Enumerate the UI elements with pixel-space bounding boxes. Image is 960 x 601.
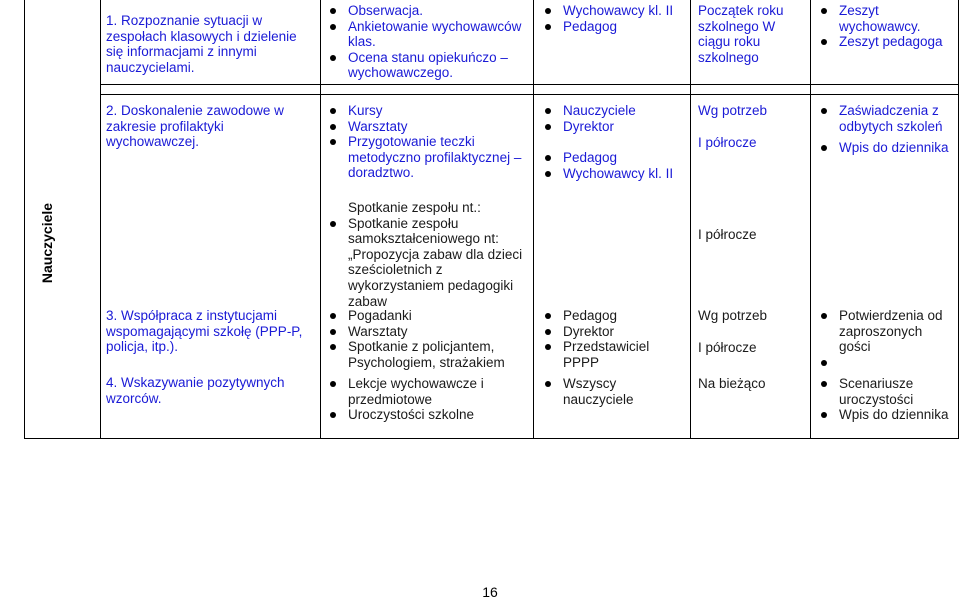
row1-task: 1. Rozpoznanie sytuacji w zespołach klasowych i dzielenie się informacjami z innymi nauczycielami.: [106, 13, 297, 75]
bullet-icon: [330, 139, 336, 145]
list-item: Zeszyt pedagoga: [817, 34, 957, 50]
list-item: Przedstawiciel PPPP: [541, 339, 686, 370]
row3-task: 3. Współpraca z instytucjami wspomagającymi szkołę (PPP-P, policja, itp.).: [106, 308, 303, 355]
bullet-icon: [330, 124, 336, 130]
bullet-icon: [330, 412, 336, 418]
deadline-text: Wg potrzeb: [698, 103, 768, 118]
bullet-icon: [821, 8, 827, 14]
column-divider: [100, 0, 101, 438]
row1-deadline: Początek roku szkolnego W ciągu roku szkolnego: [698, 3, 784, 65]
column-divider: [533, 0, 534, 438]
bullet-icon: [545, 381, 551, 387]
bullet-icon: [545, 329, 551, 335]
page-number: 16: [482, 584, 498, 600]
bullet-icon: [821, 108, 827, 114]
row4-responsible: [541, 376, 686, 407]
intro-heading: Spotkanie zespołu nt.:: [348, 200, 481, 215]
bullet-icon: [330, 329, 336, 335]
list-item: Obserwacja.: [326, 3, 531, 19]
bullet-icon: [821, 145, 827, 151]
bullet-icon: [330, 55, 336, 61]
row2-forms: [326, 103, 531, 181]
row4-deadline: Na bieżąco: [698, 376, 766, 391]
deadline-text: I półrocze: [698, 134, 757, 150]
list-item: Zeszyt wychowawcy.: [817, 3, 957, 34]
list-item: Ocena stanu opiekuńczo – wychowawczego.: [326, 50, 531, 81]
bullet-icon: [545, 344, 551, 350]
bullet-icon: [821, 313, 827, 319]
row-divider: [100, 94, 959, 95]
bullet-icon: [330, 381, 336, 387]
table-border-bottom: [24, 438, 959, 439]
list-item: Potwierdzenia od zaproszonych gości: [817, 308, 957, 355]
list-item: Wpis do dziennika: [817, 140, 957, 156]
bullet-icon: [330, 24, 336, 30]
row2-task: 2. Doskonalenie zawodowe w zakresie profilaktyki wychowawczej.: [106, 103, 284, 150]
bullet-icon: [821, 360, 827, 366]
bullet-icon: [545, 108, 551, 114]
list-item: Kursy: [326, 103, 531, 119]
bullet-icon: [330, 344, 336, 350]
list-item: Ankietowanie wychowawców klas.: [326, 19, 531, 50]
bullet-icon: [330, 313, 336, 319]
bullet-icon: [821, 39, 827, 45]
list-item: [817, 355, 957, 371]
row1-responsible: [541, 3, 686, 34]
list-item: Pedagog: [541, 150, 686, 166]
list-item: Pedagog: [541, 19, 686, 35]
row1-forms: [326, 3, 531, 81]
bullet-icon: [330, 108, 336, 114]
list-item: Uroczystości szkolne: [326, 407, 531, 423]
list-item: Warsztaty: [326, 324, 531, 340]
row3-forms: [326, 308, 531, 370]
deadline-text: Wg potrzeb: [698, 308, 768, 323]
list-item: Przygotowanie teczki metodyczno profilaktycznej – doradztwo.: [326, 134, 531, 181]
bullet-icon: [330, 221, 336, 227]
deadline-text: I półrocze: [698, 339, 757, 355]
bullet-icon: [545, 8, 551, 14]
list-item: Warsztaty: [326, 119, 531, 135]
list-item: Dyrektor: [541, 119, 686, 135]
row3-evidence: [817, 308, 957, 370]
bullet-icon: [545, 24, 551, 30]
list-item: Wychowawcy kl. II: [541, 166, 686, 182]
bullet-icon: [545, 155, 551, 161]
bullet-icon: [330, 8, 336, 14]
list-item: Spotkanie zespołu samokształceniowego nt: „Propozycja zabaw dla dzieci sześcioletnich z wykorzystaniem pedagogiki zabaw: [326, 216, 531, 310]
column-divider: [320, 0, 321, 438]
row1-evidence: [817, 3, 957, 50]
bullet-icon: [545, 313, 551, 319]
row-divider: [100, 84, 959, 85]
list-item: Pogadanki: [326, 308, 531, 324]
table-border-right: [958, 0, 959, 438]
row4-forms: [326, 376, 531, 423]
row4-evidence: [817, 376, 957, 423]
row2-deadline: [698, 103, 808, 150]
row3-intro: [326, 200, 531, 309]
list-item: Zaświadczenia z odbytych szkoleń: [817, 103, 957, 134]
column-divider: [690, 0, 691, 438]
row3-responsible: [541, 308, 686, 370]
list-item: Pedagog: [541, 308, 686, 324]
row2-responsible: [541, 103, 686, 181]
row2-evidence: [817, 103, 957, 156]
bullet-icon: [821, 381, 827, 387]
list-item: Wszyscy nauczyciele: [541, 376, 686, 407]
table-border-left: [24, 0, 25, 438]
list-item: Wychowawcy kl. II: [541, 3, 686, 19]
bullet-icon: [821, 412, 827, 418]
bullet-icon: [545, 124, 551, 130]
bullet-icon: [545, 171, 551, 177]
list-item: Wpis do dziennika: [817, 407, 957, 423]
list-item: Spotkanie z policjantem, Psychologiem, strażakiem: [326, 339, 531, 370]
list-item: Dyrektor: [541, 324, 686, 340]
row3-intro-deadline: I półrocze: [698, 227, 757, 242]
list-item: Scenariusze uroczystości: [817, 376, 957, 407]
list-item: Lekcje wychowawcze i przedmiotowe: [326, 376, 531, 407]
list-item: Nauczyciele: [541, 103, 686, 119]
side-label: Nauczyciele: [39, 202, 55, 284]
column-divider: [810, 0, 811, 438]
row4-task: 4. Wskazywanie pozytywnych wzorców.: [106, 375, 285, 406]
row3-deadline: [698, 308, 808, 355]
